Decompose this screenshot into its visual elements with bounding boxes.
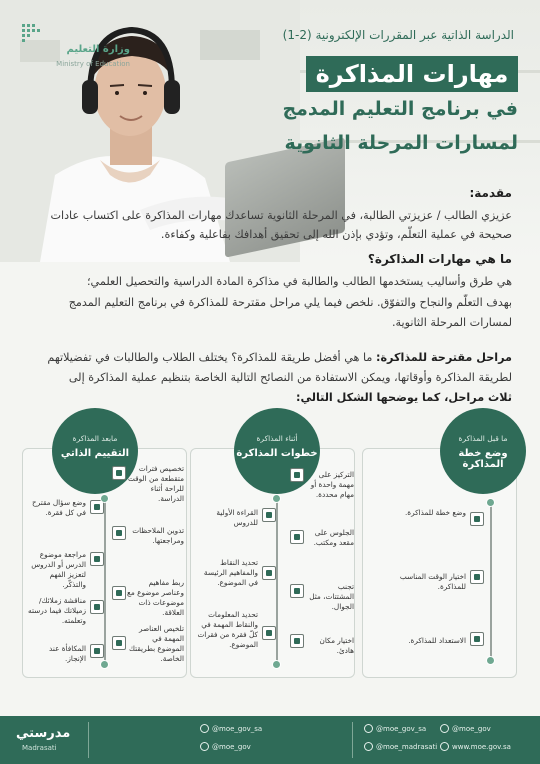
social-link[interactable]: @moe_gov <box>200 742 251 751</box>
step-item: وضع خطة للمذاكرة. <box>404 508 466 517</box>
stage-rail <box>104 496 106 666</box>
stage-name: خطوات المذاكرة <box>236 448 318 459</box>
step-dot <box>272 494 281 503</box>
break-icon <box>112 466 126 480</box>
step-dot <box>100 660 109 669</box>
x-icon <box>364 724 373 733</box>
discussion-icon <box>90 600 104 614</box>
social-link[interactable]: @moe_gov_sa <box>200 724 262 733</box>
plan-icon <box>470 512 484 526</box>
step-item: التركيز على مهمة واحدة أو مهام محددة. <box>310 470 354 499</box>
intro-text-line-1: عزيزي الطالب / عزيزتي الطالبة، في المرحلة الثانوية تساعدك مهارات المذاكرة على اكتساب عادات <box>50 209 512 222</box>
social-link[interactable]: @moe_gov_sa <box>364 724 426 733</box>
step-item: تلخيص العناصر المهمة في الموضوع بطريقتك الخاصة. <box>129 624 184 663</box>
stage-rail <box>490 500 492 660</box>
step-item: المكافأة عند الإنجاز. <box>49 644 86 663</box>
step-item: الجلوس على مقعد ومكتب. <box>313 528 354 547</box>
x-icon <box>364 742 373 751</box>
step-item: اختيار مكان هادئ. <box>319 636 354 655</box>
clock-icon <box>470 570 484 584</box>
step-item: تجنب المشتتات، مثل الجوال. <box>309 582 354 611</box>
step-item: وضع سؤال مقترح في كل فقرة. <box>32 498 86 517</box>
what-text-line-3: لمسارات المرحلة الثانوية. <box>391 316 512 329</box>
step-item: تحديد المعلومات والنقاط المهمة في كلّ فقرة من فقرات الموضوع. <box>197 610 258 649</box>
step-item: مناقشة زملائك/ زميلاتك فيما درسته وتعلمته. <box>28 596 86 625</box>
step-item: الاستعداد للمذاكرة. <box>408 636 466 645</box>
ministry-name-ar: وزارة التعليم <box>66 44 130 55</box>
intro-heading: مقدمة: <box>469 186 512 200</box>
footer <box>0 716 540 764</box>
ready-icon <box>470 632 484 646</box>
stage-phase: ما قبل المذاكرة <box>458 434 508 443</box>
social-link[interactable]: @moe_gov <box>440 724 491 733</box>
stages-intro-line-1 <box>26 348 512 367</box>
instagram-icon <box>200 724 209 733</box>
step-dot <box>486 498 495 507</box>
link-icon <box>112 586 126 600</box>
page-title: مهارات المذاكرة <box>306 56 518 92</box>
snapchat-icon <box>440 724 449 733</box>
step-item: تدوين الملاحظات ومراجعتها. <box>132 526 184 545</box>
madrasati-logo-en: Madrasati <box>22 744 57 752</box>
quiet-place-icon <box>290 634 304 648</box>
step-item: تخصيص فترات متقطعة من الوقت للراحة أثناء الدراسة. <box>128 464 184 503</box>
stage-rail <box>276 496 278 666</box>
stages-intro-question: ما هي أفضل طريقة للمذاكرة؟ يختلف الطلاب والطالبات في تفضيلاتهم <box>47 351 373 364</box>
summary-icon <box>112 636 126 650</box>
stage-phase: أثناء المذاكرة <box>256 434 298 443</box>
intro-text-line-2: صحيحة في عملية التعلّم، وتؤدي بإذن الله إلى تحقيق أهدافك بفاعلية وكفاءة. <box>160 228 512 241</box>
reward-icon <box>90 644 104 658</box>
stage-name: التقييم الذاتي <box>60 448 130 459</box>
notebook-icon <box>112 526 126 540</box>
stages-intro-line-3: ثلاث مراحل، كما يوضحها الشكل التالي: <box>295 391 512 404</box>
highlight-icon <box>262 566 276 580</box>
footer-divider <box>88 722 89 758</box>
notes-icon <box>262 626 276 640</box>
step-item: مراجعة موضوع الدرس أو الدروس لتعزيز الفهم والتذكّر. <box>31 550 86 589</box>
stage-name: وضع خطة المذاكرة <box>458 448 508 470</box>
what-text-line-2: بهدف التعلّم والنجاح والتفوّق. نلخص فيما يلي مراحل مقترحة للمذاكرة في برنامج التعليم المدمج <box>68 296 512 309</box>
no-phone-icon <box>290 584 304 598</box>
madrasati-logo-ar: مدرستي <box>16 726 71 741</box>
series-subtitle: الدراسة الذاتية عبر المقررات الإلكترونية (2-1) <box>282 28 514 42</box>
step-item: تحديد النقاط والمفاهيم الرئيسة في الموضوع. <box>203 558 258 587</box>
step-dot <box>100 494 109 503</box>
youtube-icon <box>200 742 209 751</box>
step-item: اختيار الوقت المناسب للمذاكرة. <box>399 572 466 591</box>
stages-heading: مراحل مقترحة للمذاكرة: <box>375 351 512 364</box>
social-link[interactable]: www.moe.gov.sa <box>440 742 511 751</box>
stage-phase: مابعد المذاكرة <box>72 434 118 443</box>
step-item: القراءة الأولية للدروس <box>216 508 258 527</box>
what-heading: ما هي مهارات المذاكرة؟ <box>367 252 512 266</box>
ministry-logo-icon <box>20 22 44 46</box>
ministry-name-en: Ministry of Education <box>56 60 130 68</box>
globe-icon <box>440 742 449 751</box>
review-icon <box>90 552 104 566</box>
ministry-logo <box>20 18 130 78</box>
footer-divider <box>352 722 353 758</box>
social-link[interactable]: @moe_madrasati <box>364 742 437 751</box>
step-item: ربط مفاهيم وعناصر موضوع مع موضوعات ذات العلاقة. <box>127 578 184 617</box>
what-text-line-1: هي طرق وأساليب يستخدمها الطالب والطالبة في مذاكرة المادة الدراسية والتحصيل العلمي؛ <box>87 275 512 288</box>
stage-head-before <box>440 408 526 494</box>
stages-intro-line-2: لطريقة المذاكرة وأوقاتها، ويمكن الاستفادة من النصائح التالية الخاصة بتنظيم عملية المذاكرة إلى <box>68 371 512 384</box>
title-line-2: في برنامج التعليم المدمج <box>282 98 518 120</box>
step-dot <box>486 656 495 665</box>
book-icon <box>262 508 276 522</box>
title-line-3: لمسارات المرحلة الثانوية <box>284 132 518 154</box>
step-dot <box>272 660 281 669</box>
desk-icon <box>290 530 304 544</box>
